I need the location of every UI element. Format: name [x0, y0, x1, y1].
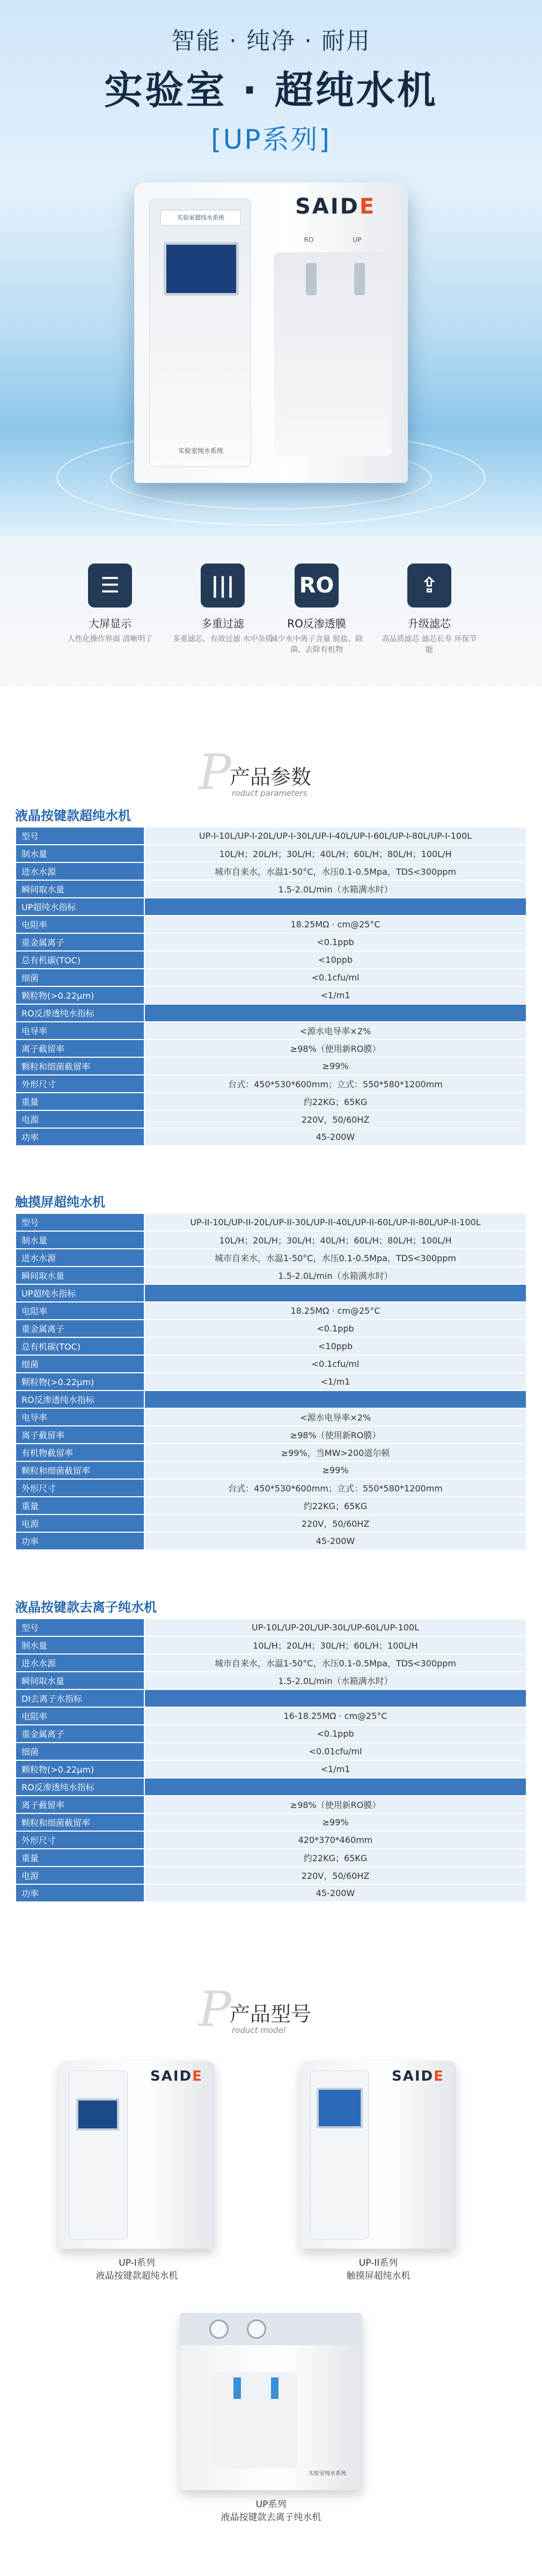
chat-icon: ☰	[88, 564, 132, 608]
param-value: 45-200W	[144, 1128, 526, 1146]
feature-item	[266, 564, 368, 671]
param-name: 外形尺寸	[16, 1831, 144, 1849]
param-value	[144, 1778, 526, 1796]
table-row	[16, 880, 526, 898]
param-name: 瞬间取水量	[16, 1672, 144, 1689]
param-value: <0.01cfu/ml	[144, 1743, 526, 1760]
feature-desc: 人性化操作界面 清晰明了	[67, 635, 153, 643]
section-mark: P	[199, 744, 231, 801]
section-subtitle: roduct model	[232, 2025, 285, 2035]
param-value: 10L/H；20L/H；30L/H；60L/H；100L/H	[144, 1636, 526, 1654]
table-row	[16, 916, 526, 933]
param-value: 1.5-2.0L/min（水箱满水时）	[144, 880, 526, 898]
param-name: 制水量	[16, 1636, 144, 1654]
table-row	[16, 1337, 526, 1355]
group-label: UP超纯水指标	[16, 1284, 144, 1302]
machine-top-label: 实验室超纯水系统	[160, 210, 241, 226]
machine-bottom-label: 实验室纯水系统	[178, 447, 223, 455]
param-value: 约22KG；65KG	[144, 1093, 526, 1110]
table-row	[16, 1444, 526, 1461]
group-label: RO反渗透纯水指标	[16, 1391, 144, 1408]
table-row	[16, 933, 526, 951]
param-name: 离子截留率	[16, 1796, 144, 1813]
param-name: 离子截留率	[16, 1426, 144, 1444]
param-name: 制水量	[16, 845, 144, 862]
param-value: <源水电导率×2%	[144, 1408, 526, 1426]
param-name: 瞬间取水量	[16, 1267, 144, 1284]
param-name: 重金属离子	[16, 933, 144, 951]
tap-ro	[233, 2377, 241, 2399]
section-subtitle: roduct parameters	[232, 788, 307, 798]
param-name: 重金属离子	[16, 1320, 144, 1337]
section-header-params	[0, 744, 542, 808]
param-value: 220V，50/60HZ	[144, 1110, 526, 1128]
param-name: 电源	[16, 1110, 144, 1128]
feature-item	[172, 564, 274, 671]
table-row	[16, 1831, 526, 1849]
model-caption	[301, 2257, 456, 2282]
param-value: ≥99%，当MW>200道尔顿	[144, 1444, 526, 1461]
machine-brand-logo: SAIDE	[150, 2068, 203, 2084]
param-value: <10ppb	[144, 1337, 526, 1355]
hero-banner	[0, 0, 542, 537]
param-name: 颗粒物(>0.22μm)	[16, 1373, 144, 1391]
param-name: 型号	[16, 1213, 144, 1231]
param-value: UP-10L/UP-20L/UP-30L/UP-60L/UP-100L	[144, 1619, 526, 1636]
param-value: 10L/H；20L/H；30L/H；40L/H；60L/H；80L/H；100L/H	[144, 845, 526, 862]
gauge-icon	[247, 2319, 266, 2339]
hero-machine-image	[134, 182, 408, 483]
param-value: 420*370*460mm	[144, 1831, 526, 1849]
param-value: <0.1cfu/ml	[144, 969, 526, 986]
table-row	[16, 1672, 526, 1689]
param-name: 型号	[16, 1619, 144, 1636]
param-value: <源水电导率×2%	[144, 1022, 526, 1040]
model-image-up-di	[180, 2313, 362, 2490]
param-value	[144, 898, 526, 916]
param-name: 型号	[16, 827, 144, 845]
table-row	[16, 1373, 526, 1391]
param-value: ≥99%	[144, 1813, 526, 1831]
param-name: 总有机碳(TOC)	[16, 1337, 144, 1355]
feature-name: 多重过滤	[201, 617, 244, 630]
feature-name: 升级滤芯	[408, 617, 451, 630]
group-label: UP超纯水指标	[16, 898, 144, 916]
model-series: UP-II系列	[358, 2258, 398, 2268]
param-value: <1/m1	[144, 1373, 526, 1391]
machine-tap-area	[212, 2372, 298, 2469]
table-row	[16, 1654, 526, 1672]
machine-screen	[76, 2098, 119, 2131]
model-series: UP系列	[255, 2499, 287, 2510]
feature-desc: 减少水中离子含量 脱盐、除菌、去除有机物	[270, 635, 363, 654]
param-value: 220V，50/60HZ	[144, 1867, 526, 1884]
param-name: 细菌	[16, 969, 144, 986]
param-value: 城市自来水，水温1-50°C，水压0.1-0.5Mpa，TDS<300ppm	[144, 1249, 526, 1267]
table-row	[16, 1849, 526, 1867]
param-name: 离子截留率	[16, 1040, 144, 1057]
section-title: 产品型号	[230, 2002, 312, 2026]
machine-control-panel	[69, 2070, 128, 2240]
param-name: 进水水源	[16, 1249, 144, 1267]
tap-up	[271, 2377, 279, 2399]
group-label: RO反渗透纯水指标	[16, 1004, 144, 1022]
hero-title: 实验室 · 超纯水机	[104, 68, 438, 113]
upgrade-icon: ⇪	[407, 564, 451, 608]
table-group-row	[16, 1004, 526, 1022]
param-value: UP-II-10L/UP-II-20L/UP-II-30L/UP-II-40L/UP-II-60L/UP-II-80L/UP-II-100L	[144, 1213, 526, 1231]
model-image-up-ii	[301, 2061, 456, 2249]
param-name: 进水水源	[16, 1654, 144, 1672]
param-name: 外形尺寸	[16, 1075, 144, 1093]
table-row	[16, 1867, 526, 1884]
param-value: 10L/H；20L/H；30L/H；40L/H；60L/H；80L/H；100L/H	[144, 1231, 526, 1249]
param-value: ≥98%（使用新RO膜）	[144, 1040, 526, 1057]
model-name: 触摸屏超纯水机	[346, 2271, 411, 2281]
table-title: 液晶按键款去离子纯水机	[15, 1600, 157, 1615]
table-row	[16, 1110, 526, 1128]
machine-top-panel	[180, 2313, 362, 2345]
table-row	[16, 1057, 526, 1075]
features-strip	[0, 537, 542, 687]
param-value: 18.25MΩ · cm@25°C	[144, 1302, 526, 1320]
table-row	[16, 1231, 526, 1249]
table-row	[16, 951, 526, 969]
table-group-row	[16, 1778, 526, 1796]
param-name: 进水水源	[16, 862, 144, 880]
param-value: ≥99%	[144, 1057, 526, 1075]
param-name: 功率	[16, 1128, 144, 1146]
param-value: 1.5-2.0L/min（水箱满水时）	[144, 1267, 526, 1284]
table-row	[16, 1213, 526, 1231]
param-name: 瞬间取水量	[16, 880, 144, 898]
table-row	[16, 1619, 526, 1636]
feature-desc: 多重滤芯，有效过滤 水中杂质	[172, 635, 273, 643]
param-name: 功率	[16, 1884, 144, 1902]
param-value: 台式：450*530*600mm；立式：550*580*1200mm	[144, 1479, 526, 1497]
table-row	[16, 845, 526, 862]
param-value	[144, 1004, 526, 1022]
table-row	[16, 1075, 526, 1093]
machine-touchscreen	[317, 2088, 363, 2128]
machine-brand-logo: SAIDE	[392, 2068, 444, 2084]
param-value: ≥99%	[144, 1461, 526, 1479]
param-name: 重量	[16, 1497, 144, 1514]
param-name: 电源	[16, 1514, 144, 1532]
param-name: 颗粒和细菌截留率	[16, 1813, 144, 1831]
param-name: 细菌	[16, 1743, 144, 1760]
machine-tap-area	[274, 252, 392, 456]
feature-item	[59, 564, 161, 671]
param-value: <0.1ppb	[144, 933, 526, 951]
param-name: 电阻率	[16, 1302, 144, 1320]
table-title: 触摸屏超纯水机	[15, 1195, 105, 1210]
tap-labels	[284, 236, 381, 244]
table-row	[16, 1461, 526, 1479]
tap-label-up: UP	[353, 236, 362, 244]
param-name: 制水量	[16, 1231, 144, 1249]
param-name: 有机物截留率	[16, 1444, 144, 1461]
table-row	[16, 1479, 526, 1497]
table-row	[16, 862, 526, 880]
table-row	[16, 827, 526, 845]
table-row	[16, 1514, 526, 1532]
table-row	[16, 1725, 526, 1743]
spec-table-2	[15, 1213, 527, 1550]
group-label: RO反渗透纯水指标	[16, 1778, 144, 1796]
model-name: 液晶按键款超纯水机	[96, 2271, 178, 2281]
table-row	[16, 1128, 526, 1146]
table-row	[16, 1796, 526, 1813]
param-name: 颗粒和细菌截留率	[16, 1057, 144, 1075]
param-name: 电源	[16, 1867, 144, 1884]
feature-name: 大屏显示	[89, 617, 131, 630]
param-name: 细菌	[16, 1355, 144, 1373]
feature-name: RO反渗透膜	[287, 617, 346, 630]
param-name: 总有机碳(TOC)	[16, 951, 144, 969]
param-name: 电导率	[16, 1408, 144, 1426]
table-row	[16, 1743, 526, 1760]
ro-icon: RO	[295, 564, 339, 608]
tap-label-ro: RO	[304, 236, 314, 244]
table-row	[16, 1040, 526, 1057]
param-name: 颗粒物(>0.22μm)	[16, 986, 144, 1004]
spec-table-3	[15, 1618, 527, 1902]
param-value: ≥98%（使用新RO膜）	[144, 1426, 526, 1444]
param-name: 重量	[16, 1093, 144, 1110]
table-row	[16, 1497, 526, 1514]
feature-item	[378, 564, 480, 671]
param-value: <1/m1	[144, 986, 526, 1004]
table-group-row	[16, 898, 526, 916]
section-title: 产品参数	[230, 765, 312, 789]
tap-ro	[306, 263, 317, 295]
table-row	[16, 1408, 526, 1426]
table-group-row	[16, 1689, 526, 1707]
param-value: <1/m1	[144, 1760, 526, 1778]
group-label: DI去离子水指标	[16, 1689, 144, 1707]
param-value: ≥98%（使用新RO膜）	[144, 1796, 526, 1813]
param-name: 电导率	[16, 1022, 144, 1040]
model-series: UP-I系列	[119, 2258, 155, 2268]
table-row	[16, 1093, 526, 1110]
param-name: 重量	[16, 1849, 144, 1867]
param-name: 电阻率	[16, 1707, 144, 1725]
param-name: 功率	[16, 1532, 144, 1550]
table-row	[16, 1267, 526, 1284]
param-value: 城市自来水，水温1-50°C，水压0.1-0.5Mpa，TDS<300ppm	[144, 1654, 526, 1672]
param-value: <0.1ppb	[144, 1725, 526, 1743]
param-value: 220V，50/60HZ	[144, 1514, 526, 1532]
model-caption	[59, 2257, 215, 2282]
spec-table-1	[15, 826, 527, 1146]
table-group-row	[16, 1391, 526, 1408]
param-name: 颗粒和细菌截留率	[16, 1461, 144, 1479]
param-value: 台式：450*530*600mm；立式：550*580*1200mm	[144, 1075, 526, 1093]
param-value: <10ppb	[144, 951, 526, 969]
param-value: <0.1ppb	[144, 1320, 526, 1337]
param-value	[144, 1689, 526, 1707]
table-row	[16, 1022, 526, 1040]
param-value: <0.1cfu/ml	[144, 1355, 526, 1373]
section-header-models	[0, 1981, 542, 2045]
table-row	[16, 1355, 526, 1373]
model-caption	[180, 2498, 362, 2524]
table-row	[16, 986, 526, 1004]
param-value: 45-200W	[144, 1884, 526, 1902]
table-row	[16, 1426, 526, 1444]
table-title: 液晶按键款超纯水机	[15, 808, 131, 823]
table-row	[16, 1707, 526, 1725]
param-value: 约22KG；65KG	[144, 1497, 526, 1514]
hero-series: [UP系列]	[211, 124, 331, 155]
param-value: 45-200W	[144, 1532, 526, 1550]
section-mark: P	[199, 1981, 231, 2038]
param-value: UP-I-10L/UP-I-20L/UP-I-30L/UP-I-40L/UP-I-60L/UP-I-80L/UP-I-100L	[144, 827, 526, 845]
machine-front-label: 实验室纯水系统	[309, 2471, 346, 2477]
tap-up	[354, 263, 365, 295]
filter-icon: |||	[201, 564, 245, 608]
table-row	[16, 1884, 526, 1902]
model-image-up-i	[59, 2061, 215, 2249]
param-value: 18.25MΩ · cm@25°C	[144, 916, 526, 933]
model-name: 液晶按键款去离子纯水机	[221, 2512, 321, 2523]
param-value	[144, 1284, 526, 1302]
machine-screen	[164, 242, 239, 296]
param-value: 1.5-2.0L/min（水箱满水时）	[144, 1672, 526, 1689]
table-row	[16, 1813, 526, 1831]
machine-brand-logo: SAIDE	[295, 194, 376, 219]
table-group-row	[16, 1284, 526, 1302]
feature-desc: 高品质滤芯 滤芯长寿 环保节能	[382, 635, 477, 654]
table-row	[16, 1302, 526, 1320]
table-row	[16, 969, 526, 986]
param-name: 电阻率	[16, 916, 144, 933]
param-value: 16-18.25MΩ · cm@25°C	[144, 1707, 526, 1725]
param-value: 城市自来水，水温1-50°C，水压0.1-0.5Mpa，TDS<300ppm	[144, 862, 526, 880]
param-name: 颗粒物(>0.22μm)	[16, 1760, 144, 1778]
machine-control-panel	[149, 199, 251, 467]
param-value: 约22KG；65KG	[144, 1849, 526, 1867]
param-name: 重金属离子	[16, 1725, 144, 1743]
table-row	[16, 1760, 526, 1778]
table-row	[16, 1636, 526, 1654]
param-value	[144, 1391, 526, 1408]
hero-tagline: 智能 · 纯净 · 耐用	[171, 27, 371, 55]
table-row	[16, 1320, 526, 1337]
table-row	[16, 1532, 526, 1550]
gauge-icon	[209, 2319, 229, 2339]
param-name: 外形尺寸	[16, 1479, 144, 1497]
table-row	[16, 1249, 526, 1267]
